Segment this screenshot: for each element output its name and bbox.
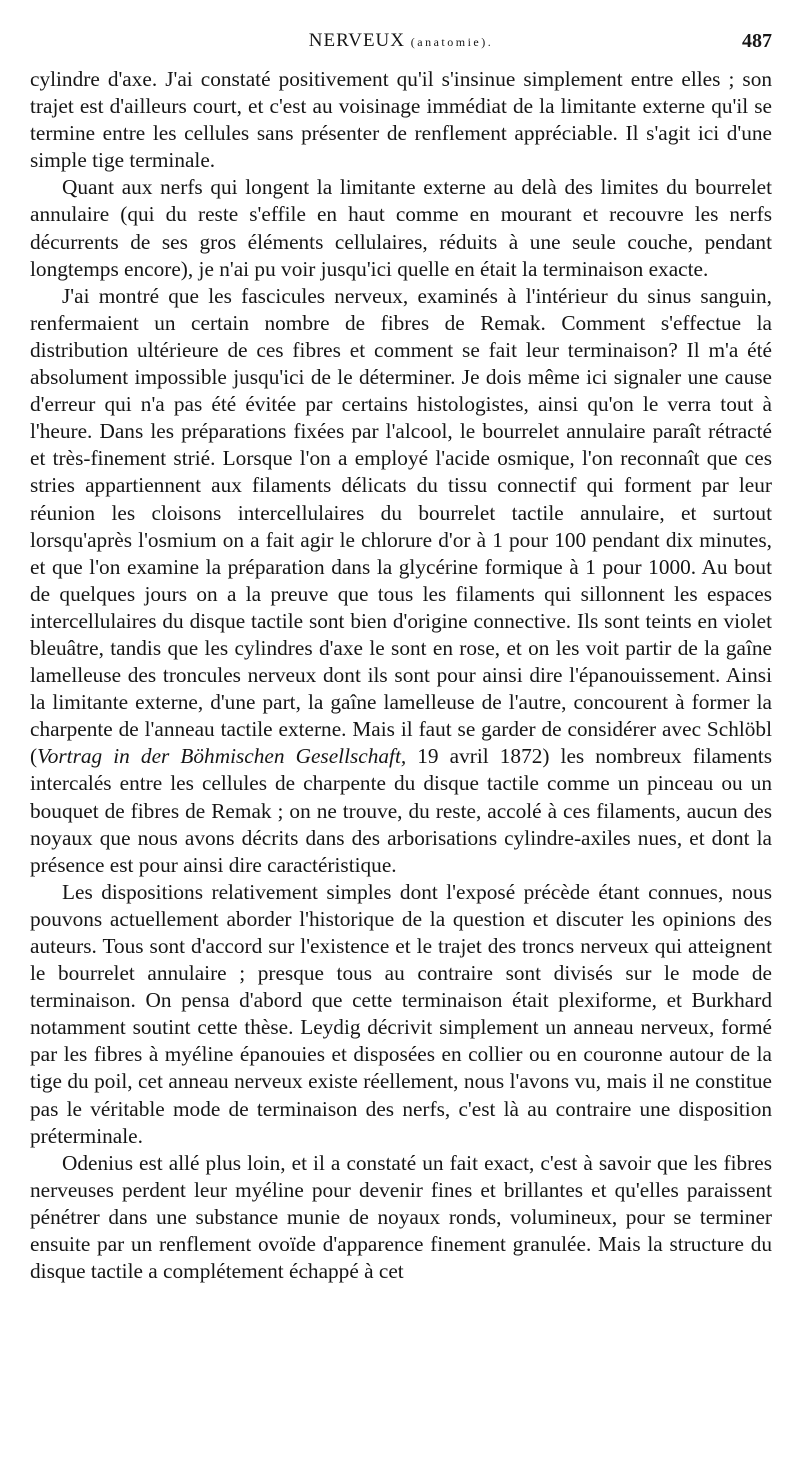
paragraph-3-part-1: J'ai montré que les fascicules nerveux, examinés à l'intérieur du sinus sanguin, renfermaient un certain nombre de fibres de Remak. Comment s'effectue la distribution ultérieure de ces fibres et comment se fait leur terminaison? Il m'a été absolument impossible jusqu'ici de le déterminer. Je dois même ici signaler une cause d'erreur qui n'a pas été évitée par certains histologistes, ainsi qu'on le verra tout à l'heure. Dans les préparations fixées par l'alcool, le bourrelet annulaire paraît rétracté et très-finement strié. Lorsque l'on a employé l'acide osmique, l'on reconnaît que ces stries appartiennent aux filaments délicats du tissu connectif qui forment par leur réunion les cloisons intercellulaires du bourrelet tactile annulaire, et surtout lorsqu'après l'osmium on a fait agir le chlorure d'or à 1 pour 100 pendant dix minutes, et que l'on examine la préparation dans la glycérine formique à 1 pour 1000. Au bout de quelques jours on a la preuve que tous les filaments qui sillonnent les espaces intercellulaires du disque tactile sont bien d'origine connective. Ils sont teints en violet bleuâtre, tandis que les cylindres d'axe le sont en rose, et on les voit partir de la gaîne lamelleuse des troncules nerveux dont ils sont pour ainsi dire l'épanouissement. Ainsi la limitante externe, d'une part, la gaîne lamelleuse de l'autre, concourent à former la charpente de l'anneau tactile externe. Mais il faut se garder de considérer avec Schlöbl (	[30, 283, 772, 769]
running-title-sub: (anatomie).	[410, 35, 494, 49]
running-title	[30, 30, 772, 52]
paragraph-5: Odenius est allé plus loin, et il a constaté un fait exact, c'est à savoir que les fibres nerveuses perdent leur myéline pour devenir fines et brillantes et qu'elles paraissent pénétrer dans une substance munie de noyaux ronds, volumineux, pour se terminer ensuite par un renflement ovoïde d'apparence finement granulée. Mais la structure du disque tactile a complétement échappé à cet	[30, 1150, 772, 1284]
body-text	[30, 66, 772, 1285]
paragraph-3-part-2: 19 avril 1872) les nombreux filaments intercalés entre les cellules de charpente du disque tactile comme un pinceau ou un bouquet de fibres de Remak ; on ne trouve, du reste, accolé à ces filaments, aucun des noyaux que nous avons décrits dans des arborisations cylindre-axiles nues, et dont la présence est pour ainsi dire caractéristique.	[30, 744, 772, 877]
running-title-main: NERVEUX	[308, 30, 405, 51]
paragraph-2: Quant aux nerfs qui longent la limitante externe au delà des limites du bourrelet annulaire (qui du reste s'effile en haut comme en mourant et recouvre les nerfs décurrents de ses gros éléments cellulaires, réduits à une seule couche, pendant longtemps encore), je n'ai pu voir jusqu'ici quelle en était la terminaison exacte.	[30, 175, 772, 281]
citation-title: Vortrag in der Böhmischen Gesellschaft,	[37, 744, 407, 769]
running-head	[30, 30, 772, 60]
paragraph-3	[30, 283, 772, 879]
page-number: 487	[742, 30, 772, 52]
paragraph-1: cylindre d'axe. J'ai constaté positivement qu'il s'insinue simplement entre elles ; son trajet est d'ailleurs court, et c'est au voisinage immédiat de la limitante externe qu'il se termine entre les cellules sans présenter de renflement appréciable. Il s'agit ici d'une simple tige terminale.	[30, 67, 772, 173]
paragraph-4: Les dispositions relativement simples dont l'exposé précède étant connues, nous pouvons actuellement aborder l'historique de la question et discuter les opinions des auteurs. Tous sont d'accord sur l'existence et le trajet des troncs nerveux qui atteignent le bourrelet annulaire ; presque tous au contraire sont divisés sur le mode de terminaison. On pensa d'abord que cette terminaison était plexiforme, et Burkhard notamment soutint cette thèse. Leydig décrivit simplement un anneau nerveux, formé par les fibres à myéline épanouies et disposées en collier ou en couronne autour de la tige du poil, cet anneau nerveux existe réellement, nous l'avons vu, mais il ne constitue pas le véritable mode de terminaison des nerfs, c'est là au contraire une disposition préterminale.	[30, 879, 772, 1148]
